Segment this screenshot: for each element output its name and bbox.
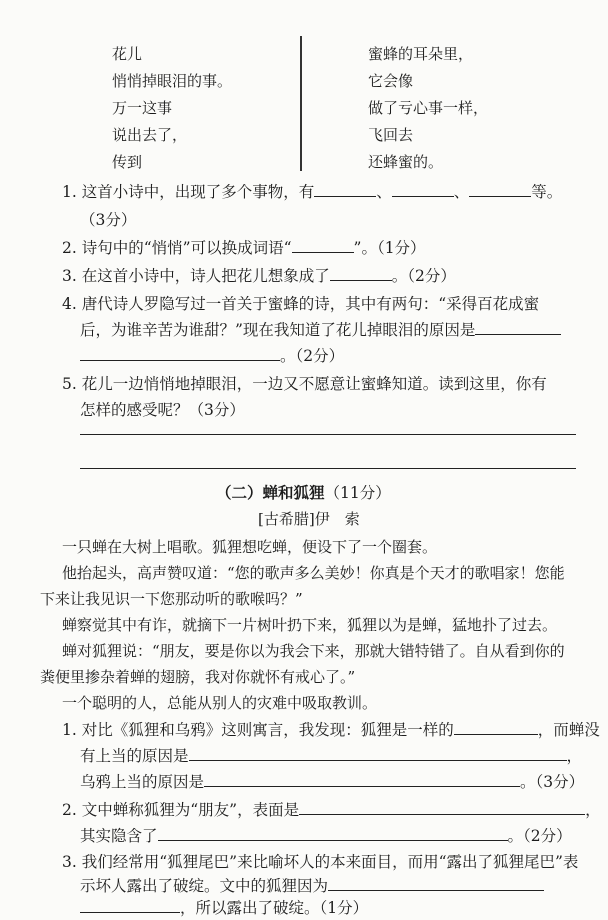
answer-line[interactable] [80, 468, 576, 469]
poem-left-column [112, 41, 232, 176]
answer-blank[interactable] [80, 898, 180, 913]
question-end: 。（2分） [391, 267, 456, 285]
story-paragraph: 蝉对狐狸说：“朋友，要是你以为我会下来，那就大错特错了。自从看到你的 [62, 642, 565, 660]
question-text: ， [566, 747, 583, 765]
question-end: 等。 [531, 183, 563, 201]
question-text: 我们经常用“狐狸尾巴”来比喻坏人的本来面目，而用“露出了狐狸尾巴”表 [81, 853, 579, 871]
answer-blank[interactable] [392, 182, 454, 197]
question-text: 后，为谁辛苦为谁甜？”现在我知道了花儿掉眼泪的原因是 [80, 321, 476, 339]
question-1 [62, 180, 562, 202]
question-p2-3-line-2 [80, 874, 544, 896]
separator: 、 [376, 183, 392, 201]
answer-blank[interactable] [189, 746, 567, 761]
answer-blank[interactable] [158, 826, 508, 841]
question-3 [62, 264, 456, 286]
answer-blank[interactable] [328, 876, 544, 891]
poem-right-column [368, 41, 488, 176]
question-text: ，而蝉没 [537, 721, 600, 739]
author-line: [古希腊]伊 索 [258, 510, 360, 528]
poem-line: 还蜂蜜的。 [368, 153, 444, 171]
answer-blank[interactable] [204, 772, 520, 787]
poem-line: 它会像 [368, 72, 414, 90]
story-paragraph: 他抬起头，高声赞叹道：“您的歌声多么美妙！你真是个天才的歌唱家！您能 [62, 564, 565, 582]
poem-divider [300, 36, 302, 171]
answer-blank[interactable] [299, 800, 585, 815]
answer-blank[interactable] [80, 346, 280, 361]
question-text: 有上当的原因是 [80, 747, 189, 765]
question-end: 。（3分） [520, 773, 585, 791]
question-p2-1 [62, 718, 600, 740]
poem-line: 传到 [112, 153, 143, 171]
question-end: 。（2分） [280, 347, 345, 365]
story-paragraph-continued: 粪便里掺杂着蝉的翅膀，我对你就怀有戒心了。” [40, 668, 356, 686]
question-text: 唐代诗人罗隐写过一首关于蜜蜂的诗，其中有两句：“采得百花成蜜 [81, 295, 540, 313]
question-text: 示坏人露出了破绽。文中的狐狸因为 [80, 877, 329, 895]
poem-line: 说出去了， [112, 126, 188, 144]
question-5 [62, 372, 547, 394]
question-p2-2-line-2 [80, 824, 572, 846]
section-score: （11分） [324, 484, 391, 502]
question-end: ”。（1分） [353, 239, 426, 257]
story-paragraph: 蝉察觉其中有诈，就摘下一片树叶扔下来，狐狸以为是蝉，猛地扑了过去。 [62, 616, 558, 634]
question-text: 文中蝉称狐狸为“朋友”，表面是 [81, 801, 300, 819]
question-4-line-3 [80, 344, 344, 366]
poem-line: 万一这事 [112, 99, 173, 117]
question-text: 其实隐含了 [80, 827, 158, 845]
poem-line: 悄悄掉眼泪的事。 [112, 72, 233, 90]
poem-line: 做了亏心事一样， [368, 99, 489, 117]
answer-blank[interactable] [292, 238, 354, 253]
question-number: 2. [62, 239, 77, 257]
question-number: 1. [62, 721, 77, 739]
answer-blank[interactable] [330, 266, 392, 281]
story-paragraph: 一只蝉在大树上唱歌。狐狸想吃蝉，便设下了一个圈套。 [62, 538, 438, 556]
question-text: 诗句中的“悄悄”可以换成词语“ [81, 239, 292, 257]
answer-blank[interactable] [454, 720, 538, 735]
section-title-text: （二）蝉和狐狸 [216, 483, 325, 502]
question-text: 对比《狐狸和乌鸦》这则寓言，我发现：狐狸是一样的 [81, 721, 454, 739]
poem-line: 飞回去 [368, 126, 414, 144]
section-title [216, 481, 391, 503]
question-text: 这首小诗中，出现了多个事物，有 [81, 183, 315, 201]
poem-line: 花儿 [112, 45, 143, 63]
question-p2-3 [62, 850, 578, 872]
answer-blank[interactable] [314, 182, 376, 197]
question-4-line-2 [80, 318, 561, 340]
question-1-score: （3分） [80, 211, 137, 229]
question-number: 4. [62, 295, 77, 313]
question-number: 3. [62, 853, 77, 871]
question-number: 5. [62, 375, 77, 393]
question-number: 1. [62, 183, 77, 201]
answer-blank[interactable] [475, 320, 561, 335]
question-p2-1-line-3 [80, 770, 584, 792]
question-text: ， [585, 801, 601, 819]
question-number: 3. [62, 267, 77, 285]
answer-line[interactable] [80, 434, 576, 435]
poem-line: 蜜蜂的耳朵里， [368, 45, 474, 63]
question-4 [62, 292, 539, 314]
question-end: ，所以露出了破绽。（1分） [180, 899, 369, 917]
question-text: 乌鸦上当的原因是 [80, 773, 205, 791]
question-number: 2. [62, 801, 77, 819]
question-2 [62, 236, 426, 258]
story-moral: 一个聪明的人，总能从别人的灾难中吸取教训。 [62, 694, 378, 712]
story-paragraph-continued: 下来让我见识一下您那动听的歌喉吗？” [40, 590, 303, 608]
question-text: 花儿一边悄悄地掉眼泪，一边又不愿意让蜜蜂知道。读到这里，你有 [81, 375, 547, 393]
question-5-line-2: 怎样的感受呢？（3分） [80, 401, 245, 419]
separator: 、 [453, 183, 470, 201]
question-p2-3-line-3 [80, 896, 368, 918]
question-end: 。（2分） [507, 827, 572, 845]
question-p2-2 [62, 798, 601, 820]
question-text: 在这首小诗中，诗人把花儿想象成了 [81, 267, 330, 285]
answer-blank[interactable] [469, 182, 531, 197]
question-p2-1-line-2 [80, 744, 582, 766]
